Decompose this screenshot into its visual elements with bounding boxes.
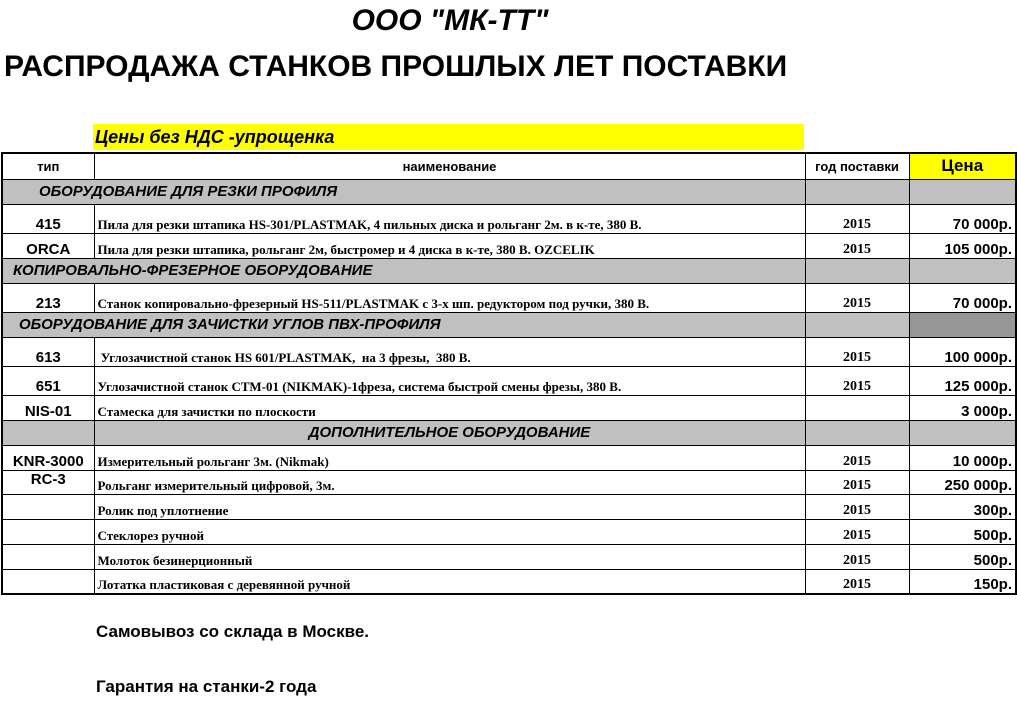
item-name: Ролик под уплотнение — [94, 494, 805, 519]
item-name: Станок копировально-фрезерный HS-511/PLASTMAK с 3-х шп. редуктором под ручки, 380 В. — [94, 283, 805, 312]
item-type: NIS-01 — [2, 395, 94, 420]
table-row — [2, 519, 1016, 544]
item-year: 2015 — [805, 544, 909, 569]
item-price: 70 000р. — [909, 283, 1016, 312]
section-title: ОБОРУДОВАНИЕ ДЛЯ ЗАЧИСТКИ УГЛОВ ПВХ-ПРОФИЛЯ — [2, 312, 805, 337]
warranty-note: Гарантия на станки-2 года — [96, 677, 317, 696]
section-empty-cell — [2, 420, 94, 445]
item-price: 125 000р. — [909, 366, 1016, 395]
section-title: КОПИРОВАЛЬНО-ФРЕЗЕРНОЕ ОБОРУДОВАНИЕ — [2, 258, 805, 283]
table-header-row — [2, 153, 1016, 179]
item-type — [2, 569, 94, 594]
section-title: ДОПОЛНИТЕЛЬНОЕ ОБОРУДОВАНИЕ — [94, 420, 805, 445]
item-price: 105 000р. — [909, 233, 1016, 258]
item-type: ORCA — [2, 233, 94, 258]
item-type: 415 — [2, 204, 94, 233]
item-type: KNR-3000 — [2, 445, 94, 470]
table-row — [2, 233, 1016, 258]
section-title: ОБОРУДОВАНИЕ ДЛЯ РЕЗКИ ПРОФИЛЯ — [2, 179, 805, 204]
price-note-banner: Цены без НДС -упрощенка — [93, 124, 804, 150]
item-price: 10 000р. — [909, 445, 1016, 470]
item-year: 2015 — [805, 445, 909, 470]
table-row — [2, 366, 1016, 395]
column-header-price: Цена — [909, 153, 1016, 179]
item-type — [2, 494, 94, 519]
item-name: Пила для резки штапика, рольганг 2м, быстромер и 4 диска в к-те, 380 В. OZCELIK — [94, 233, 805, 258]
item-year: 2015 — [805, 233, 909, 258]
item-name: Углозачистной станок HS 601/PLASTMAK, на 3 фрезы, 380 В. — [94, 337, 805, 366]
item-name: Стамеска для зачистки по плоскости — [94, 395, 805, 420]
section-empty-cell — [909, 179, 1016, 204]
table-row — [2, 395, 1016, 420]
item-type: 613 — [2, 337, 94, 366]
item-year: 2015 — [805, 494, 909, 519]
section-row — [2, 258, 1016, 283]
item-price: 70 000р. — [909, 204, 1016, 233]
item-name: Лотатка пластиковая с деревянной ручной — [94, 569, 805, 594]
item-name: Молоток безинерционный — [94, 544, 805, 569]
item-year: 2015 — [805, 337, 909, 366]
table-row — [2, 494, 1016, 519]
item-price: 100 000р. — [909, 337, 1016, 366]
item-type: RC-3 — [2, 470, 94, 494]
section-empty-cell — [805, 312, 909, 337]
item-year: 2015 — [805, 519, 909, 544]
company-name: ООО "МК-ТТ" — [351, 4, 549, 37]
column-header-name: наименование — [94, 153, 805, 179]
section-empty-cell — [805, 179, 909, 204]
item-name: Измерительный рольганг 3м. (Nikmak) — [94, 445, 805, 470]
price-table — [1, 152, 1017, 595]
table-row — [2, 569, 1016, 594]
item-price: 500р. — [909, 544, 1016, 569]
item-type: 651 — [2, 366, 94, 395]
item-price: 500р. — [909, 519, 1016, 544]
section-row — [2, 179, 1016, 204]
item-name: Пила для резки штапика HS-301/PLASTMAK, 4 пильных диска и рольганг 2м. в к-те, 380 В. — [94, 204, 805, 233]
section-row — [2, 420, 1016, 445]
section-empty-cell — [805, 258, 909, 283]
table-row — [2, 204, 1016, 233]
page-title: РАСПРОДАЖА СТАНКОВ ПРОШЛЫХ ЛЕТ ПОСТАВКИ — [4, 50, 788, 83]
item-type — [2, 519, 94, 544]
item-price: 300р. — [909, 494, 1016, 519]
table-row — [2, 445, 1016, 470]
item-year: 2015 — [805, 569, 909, 594]
item-type — [2, 544, 94, 569]
section-empty-cell — [805, 420, 909, 445]
item-price: 250 000р. — [909, 470, 1016, 494]
item-name: Рольганг измерительный цифровой, 3м. — [94, 470, 805, 494]
section-empty-cell — [909, 258, 1016, 283]
table-row — [2, 470, 1016, 494]
item-year: 2015 — [805, 283, 909, 312]
column-header-type: тип — [2, 153, 94, 179]
item-year: 2015 — [805, 366, 909, 395]
column-header-year: год поставки — [805, 153, 909, 179]
section-empty-cell — [909, 420, 1016, 445]
table-row — [2, 283, 1016, 312]
item-type: 213 — [2, 283, 94, 312]
item-name: Углозачистной станок СТМ-01 (NIKMAK)-1фреза, система быстрой смены фрезы, 380 В. — [94, 366, 805, 395]
section-empty-cell — [909, 312, 1016, 337]
pickup-note: Самовывоз со склада в Москве. — [96, 622, 370, 641]
table-row — [2, 544, 1016, 569]
item-price: 150р. — [909, 569, 1016, 594]
item-price: 3 000р. — [909, 395, 1016, 420]
item-year — [805, 395, 909, 420]
item-year: 2015 — [805, 470, 909, 494]
table-row — [2, 337, 1016, 366]
section-row — [2, 312, 1016, 337]
item-year: 2015 — [805, 204, 909, 233]
item-name: Стеклорез ручной — [94, 519, 805, 544]
